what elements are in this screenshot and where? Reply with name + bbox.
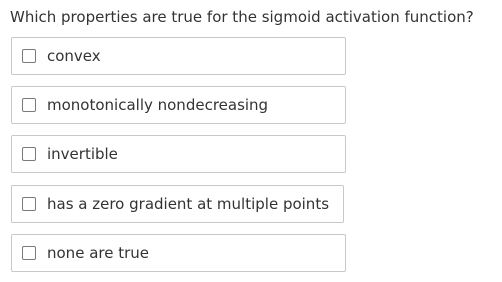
option-zero-gradient[interactable] xyxy=(11,185,344,223)
checkbox[interactable] xyxy=(22,49,36,63)
option-monotonically-nondecreasing[interactable] xyxy=(11,86,346,124)
option-label: invertible xyxy=(47,145,118,163)
checkbox[interactable] xyxy=(22,147,36,161)
option-none-are-true[interactable] xyxy=(11,234,346,272)
question-text: Which properties are true for the sigmoid activation function? xyxy=(10,8,474,26)
option-invertible[interactable] xyxy=(11,135,346,173)
checkbox[interactable] xyxy=(22,246,36,260)
option-label: has a zero gradient at multiple points xyxy=(47,195,330,213)
option-label: convex xyxy=(47,47,101,65)
checkbox[interactable] xyxy=(22,98,36,112)
checkbox[interactable] xyxy=(22,197,36,211)
option-convex[interactable] xyxy=(11,37,346,75)
option-label: monotonically nondecreasing xyxy=(47,96,269,114)
option-label: none are true xyxy=(47,244,149,262)
